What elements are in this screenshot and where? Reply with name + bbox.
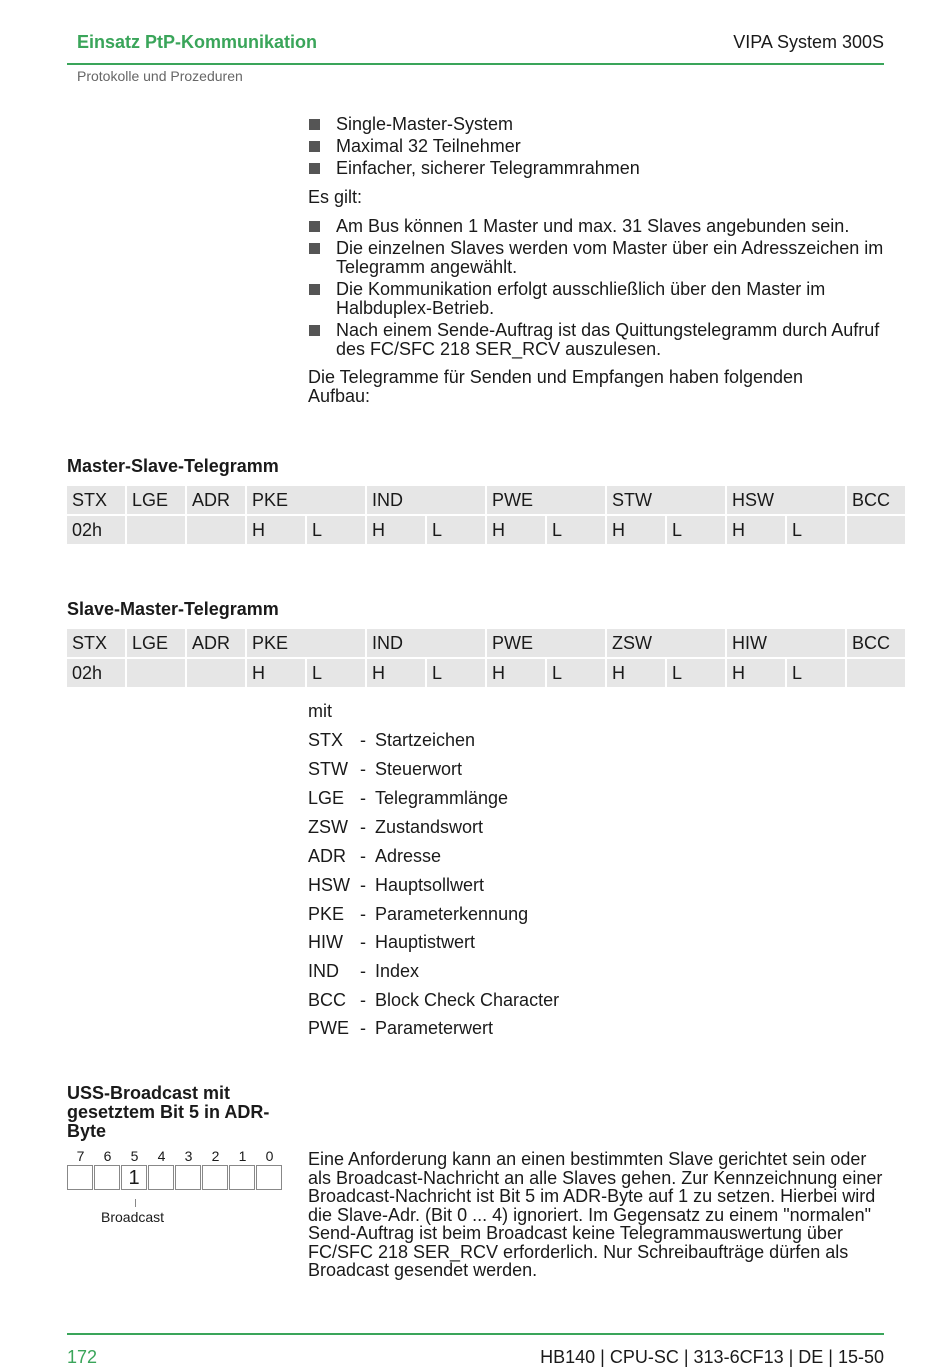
table-cell [187, 516, 245, 544]
legend-item: IND - Index [308, 961, 420, 981]
table-cell [847, 659, 905, 687]
table-cell [127, 516, 185, 544]
bullet-square-icon [309, 221, 320, 232]
legend-item: BCC - Block Check Character [308, 990, 560, 1010]
table-cell: ADR [187, 629, 245, 657]
legend-item: STX - Startzeichen [308, 730, 476, 750]
bullet-square-icon [309, 163, 320, 174]
table-cell: LGE [127, 486, 185, 514]
bit-number: 5 [130, 1148, 139, 1164]
table-cell: IND [367, 629, 485, 657]
table-cell: H [367, 659, 425, 687]
table-cell: HIW [727, 629, 845, 657]
table-cell: STW [607, 486, 725, 514]
table-cell: H [727, 659, 785, 687]
bit-number: 1 [238, 1148, 247, 1164]
table-cell: BCC [847, 486, 905, 514]
legend-item: ADR - Adresse [308, 846, 442, 866]
page-number: 172 [67, 1347, 98, 1367]
table-cell: L [667, 659, 725, 687]
table-cell: H [367, 516, 425, 544]
table-cell: BCC [847, 629, 905, 657]
table-cell: PWE [487, 486, 605, 514]
bullet-square-icon [309, 325, 320, 336]
telegram-intro-text: Die Telegramme für Senden und Empfangen haben folgenden Aufbau: [308, 367, 804, 406]
bit-number: 2 [211, 1148, 220, 1164]
table-cell: L [427, 659, 485, 687]
list-item: Am Bus können 1 Master und max. 31 Slaves angebunden sein. [308, 217, 888, 236]
table-cell: LGE [127, 629, 185, 657]
list-item: Die Kommunikation erfolgt ausschließlich über den Master im Halbduplex-Betrieb. [308, 280, 888, 318]
table-cell: L [787, 659, 845, 687]
list-item: Die einzelnen Slaves werden vom Master über ein Adresszeichen im Telegramm angewählt. [308, 239, 888, 277]
legend-intro: mit [308, 701, 332, 721]
bit-cell [67, 1165, 93, 1190]
table-cell: H [247, 516, 305, 544]
table-cell: PKE [247, 629, 365, 657]
features-list [308, 115, 888, 178]
rules-list [308, 217, 888, 359]
legend-item: PWE - Parameterwert [308, 1018, 494, 1038]
table-cell: L [547, 659, 605, 687]
table-cell: H [247, 659, 305, 687]
bit-number: 7 [76, 1148, 85, 1164]
bit-cell [94, 1165, 120, 1190]
header-system-name: VIPA System 300S [733, 32, 884, 52]
table-row [67, 659, 905, 687]
header-subtitle: Protokolle und Prozeduren [77, 68, 243, 84]
list-item: Einfacher, sicherer Telegrammrahmen [308, 159, 888, 178]
bit-cell [175, 1165, 201, 1190]
bit-cell [148, 1165, 174, 1190]
table-cell: 02h [67, 659, 125, 687]
document-reference: HB140 | CPU-SC | 313-6CF13 | DE | 15-50 [540, 1347, 884, 1367]
table-cell: L [667, 516, 725, 544]
table-cell: L [547, 516, 605, 544]
es-gilt-label: Es gilt: [308, 187, 363, 207]
legend-item: STW - Steuerwort [308, 759, 463, 779]
table-cell: HSW [727, 486, 845, 514]
bullet-square-icon [309, 284, 320, 295]
bit-number: 0 [265, 1148, 274, 1164]
table-cell: ZSW [607, 629, 725, 657]
legend-item: ZSW - Zustandswort [308, 817, 484, 837]
list-item: Single-Master-System [308, 115, 888, 134]
broadcast-pointer-line [135, 1199, 136, 1207]
broadcast-description: Eine Anforderung kann an einen bestimmten Slave gerichtet sein oder als Broadcast-Nachricht an alle Slaves gehen. Zur Kennzeichnung einer Broadcast-Nachricht ist Bit 5 im ADR-Byte auf 1 zu setzen. Hierbei wird die Slave-Adr. (Bit 0 ... 4) ignoriert. Im Gegensatz zu einem "normalen" Send-Auftrag ist beim Broadcast keine Telegrammauswertung über FC/SFC 218 SER_RCV erforderlich. Nur Schreibaufträge dürfen als Broadcast gesendet werden. [308, 1149, 883, 1280]
table-cell: H [607, 659, 665, 687]
legend-item: HSW - Hauptsollwert [308, 875, 485, 895]
table-cell: IND [367, 486, 485, 514]
table-cell: PKE [247, 486, 365, 514]
table-cell [847, 516, 905, 544]
table-cell: H [727, 516, 785, 544]
table-cell: L [307, 516, 365, 544]
table-cell: 02h [67, 516, 125, 544]
legend-item: LGE - Telegrammlänge [308, 788, 509, 808]
slave-master-table [65, 627, 907, 689]
table-cell: H [487, 516, 545, 544]
table-cell: STX [67, 629, 125, 657]
bullet-square-icon [309, 119, 320, 130]
table-row [67, 516, 905, 544]
table-cell [127, 659, 185, 687]
master-slave-heading: Master-Slave-Telegramm [67, 456, 279, 476]
bit-cell [229, 1165, 255, 1190]
broadcast-bit-label: Broadcast [101, 1209, 165, 1225]
table-cell [187, 659, 245, 687]
table-header-row [67, 486, 905, 514]
bit-cell [202, 1165, 228, 1190]
bit-cell: 1 [121, 1165, 147, 1190]
list-item: Nach einem Sende-Auftrag ist das Quittungstelegramm durch Aufruf des FC/SFC 218 SER_RCV auszulesen. [308, 321, 888, 359]
table-cell: L [787, 516, 845, 544]
footer-divider [67, 1333, 884, 1335]
bit-cell [256, 1165, 282, 1190]
legend-item: PKE - Parameterkennung [308, 904, 529, 924]
table-cell: L [307, 659, 365, 687]
slave-master-heading: Slave-Master-Telegramm [67, 599, 279, 619]
table-cell: L [427, 516, 485, 544]
bullet-square-icon [309, 243, 320, 254]
table-cell: H [607, 516, 665, 544]
bit-number: 6 [103, 1148, 112, 1164]
bit-number: 3 [184, 1148, 193, 1164]
table-cell: H [487, 659, 545, 687]
broadcast-heading: USS-Broadcast mit gesetztem Bit 5 in ADR-Byte [67, 1083, 270, 1141]
header-divider [67, 63, 884, 65]
bit-number: 4 [157, 1148, 166, 1164]
master-slave-table [65, 484, 907, 546]
table-cell: STX [67, 486, 125, 514]
legend-item: HIW - Hauptistwert [308, 932, 476, 952]
list-item: Maximal 32 Teilnehmer [308, 137, 888, 156]
table-cell: ADR [187, 486, 245, 514]
table-cell: PWE [487, 629, 605, 657]
table-header-row [67, 629, 905, 657]
header-title: Einsatz PtP-Kommunikation [77, 32, 318, 52]
bullet-square-icon [309, 141, 320, 152]
